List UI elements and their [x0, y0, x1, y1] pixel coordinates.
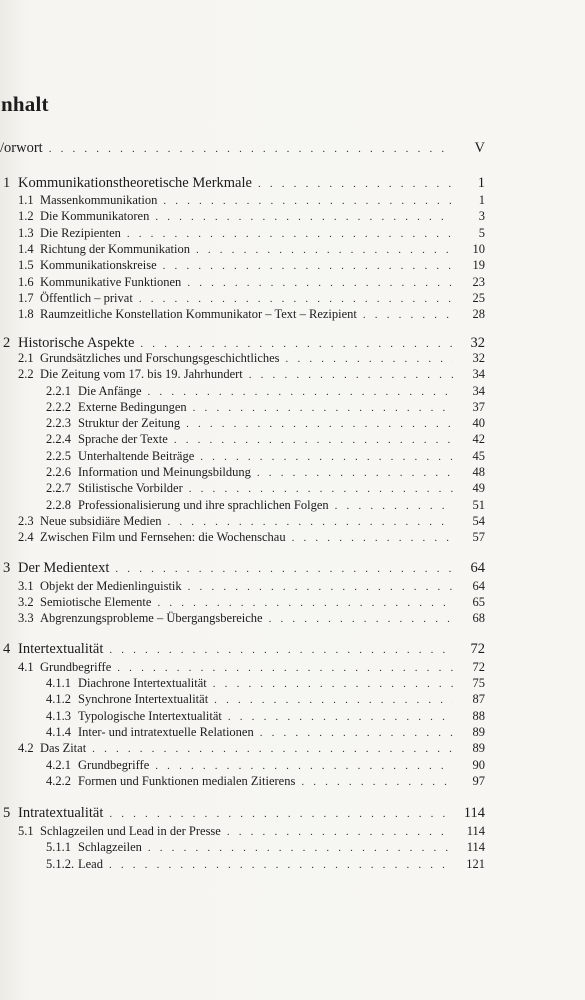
toc-entry-page: 19 — [472, 258, 485, 272]
toc-entry — [46, 432, 485, 447]
toc-entry — [18, 258, 485, 273]
toc-entry-number: 2.4 — [18, 530, 34, 544]
toc-entry-title: Unterhaltende Beiträge — [78, 449, 195, 463]
toc-entry-number: 4.2.1 — [46, 758, 71, 772]
dot-leader — [188, 581, 453, 593]
toc-entry-number: 2.2.3 — [46, 416, 71, 430]
dot-leader — [49, 143, 453, 155]
toc-entry-title: Kommunikationstheoretische Merkmale — [18, 175, 252, 191]
toc-entry-number: 5.1.1 — [46, 840, 71, 854]
toc-entry-title: Intertextualität — [18, 641, 104, 657]
toc-entry-title: Lead — [78, 857, 103, 871]
toc-entry-number: 2.2.1 — [46, 384, 71, 398]
toc-entry-number: 1.5 — [18, 258, 34, 272]
toc-entry-title: Die Kommunikatoren — [40, 209, 150, 223]
toc-entry-number: 2.2.6 — [46, 465, 71, 479]
toc-entry-page: 1 — [478, 193, 485, 207]
toc-entry-number: 2.2 — [18, 367, 34, 381]
toc-entry — [46, 725, 485, 740]
toc-entry-number: 1.2 — [18, 209, 34, 223]
toc-entry-page: 65 — [472, 595, 485, 609]
toc-entry — [18, 275, 485, 290]
toc-entry-page: 45 — [472, 449, 485, 463]
dot-leader — [189, 483, 453, 495]
toc-entry-page: 97 — [472, 774, 485, 788]
dot-leader — [174, 434, 453, 446]
toc-entry-title: Professionalisierung und ihre sprachlichen Folgen — [78, 498, 329, 512]
toc-entry-number: 2 — [3, 335, 11, 351]
toc-entry-number: 4.2 — [18, 741, 34, 755]
toc-entry-number: 3.1 — [18, 579, 34, 593]
toc-entry — [46, 692, 485, 707]
dot-leader — [193, 402, 453, 414]
toc-entry-page: 72 — [470, 641, 485, 657]
toc-entry-number: 4.1.1 — [46, 676, 71, 690]
toc-entry-title: Grundbegriffe — [40, 660, 112, 674]
toc-entry — [18, 351, 485, 366]
toc-entry — [46, 449, 485, 464]
toc-entry-page: 10 — [472, 242, 485, 256]
toc-entry-number: 4.1 — [18, 660, 34, 674]
toc-entry — [0, 140, 485, 157]
toc-entry-title: Öffentlich – privat — [40, 291, 133, 305]
dot-leader — [92, 743, 453, 755]
toc-entry — [18, 824, 485, 839]
toc-entry-title: Die Zeitung vom 17. bis 19. Jahrhundert — [40, 367, 243, 381]
toc-entry-number: 1.8 — [18, 307, 34, 321]
toc-entry — [18, 209, 485, 224]
toc-entry-title: Grundbegriffe — [78, 758, 150, 772]
dot-leader — [187, 277, 453, 289]
toc-entry — [18, 514, 485, 529]
toc-entry-title: Semiotische Elemente — [40, 595, 152, 609]
dot-leader — [260, 727, 453, 739]
toc-entry-page: 90 — [472, 758, 485, 772]
dot-leader — [363, 309, 453, 321]
toc-entry-number: 2.3 — [18, 514, 34, 528]
toc-entry-page: 57 — [472, 530, 485, 544]
toc-entry-title: Formen und Funktionen medialen Zitierens — [78, 774, 296, 788]
toc-entry-title: Sprache der Texte — [78, 432, 168, 446]
dot-leader — [157, 597, 453, 609]
toc-entry-page: 72 — [472, 660, 485, 674]
toc-entry-number: 4 — [3, 641, 11, 657]
toc-entry — [18, 530, 485, 545]
dot-leader — [155, 211, 453, 223]
toc-entry-title: Typologische Intertextualität — [78, 709, 222, 723]
dot-leader — [168, 516, 454, 528]
toc-entry-title: Raumzeitliche Konstellation Kommunikator – Text – Rezipient — [40, 307, 357, 321]
dot-leader — [139, 293, 453, 305]
toc-entry-page: 114 — [466, 824, 485, 838]
toc-entry-title: Massenkommunikation — [40, 193, 158, 207]
toc-entry-page: 42 — [472, 432, 485, 446]
toc-entry-number: 2.2.5 — [46, 449, 71, 463]
dot-leader — [140, 338, 453, 350]
toc-entry-number: 4.2.2 — [46, 774, 71, 788]
toc-entry-page: 89 — [472, 725, 485, 739]
toc-entry — [46, 774, 485, 789]
toc-entry-page: 89 — [472, 741, 485, 755]
toc-entry-page: 32 — [472, 351, 485, 365]
toc-entry-title: Das Zitat — [40, 741, 87, 755]
toc-entry-number: 1 — [3, 175, 11, 191]
toc-entry-title: Synchrone Intertextualität — [78, 692, 209, 706]
toc-entry-number: 3 — [3, 560, 11, 576]
toc-entry-page: 37 — [472, 400, 485, 414]
toc-entry-title: Information und Meinungsbildung — [78, 465, 251, 479]
toc-entry-page: 88 — [472, 709, 485, 723]
toc-entry-number: 1.7 — [18, 291, 34, 305]
toc-entry-page: 114 — [466, 840, 485, 854]
toc-entry-page: 1 — [477, 175, 485, 191]
toc-heading: nhalt — [1, 92, 49, 116]
toc-entry-title: Kommunikationskreise — [40, 258, 157, 272]
toc-entry-number: 1.1 — [18, 193, 34, 207]
toc-entry-title: Schlagzeilen und Lead in der Presse — [40, 824, 221, 838]
toc-entry-title: Schlagzeilen — [78, 840, 142, 854]
toc-entry-title: Abgrenzungsprobleme – Übergangsbereiche — [40, 611, 263, 625]
toc-entry — [46, 400, 485, 415]
dot-leader — [227, 826, 453, 838]
toc-entry-title: Objekt der Medienlinguistik — [40, 579, 182, 593]
toc-entry-number: 1.6 — [18, 275, 34, 289]
toc-entry — [46, 857, 485, 872]
toc-entry-page: 64 — [472, 579, 485, 593]
toc-entry-number: 2.2.7 — [46, 481, 71, 495]
dot-leader — [286, 353, 453, 365]
dot-leader — [249, 369, 453, 381]
toc-entry-title: Kommunikative Funktionen — [40, 275, 182, 289]
toc-entry — [18, 291, 485, 306]
toc-entry — [46, 481, 485, 496]
toc-entry-page: 34 — [472, 384, 485, 398]
toc-entry — [18, 741, 485, 756]
toc-entry-title: Externe Bedingungen — [78, 400, 187, 414]
dot-leader — [117, 662, 453, 674]
toc-entry-title: Die Anfänge — [78, 384, 142, 398]
toc-entry-title: Neue subsidiäre Medien — [40, 514, 162, 528]
toc-entry-number: 3.3 — [18, 611, 34, 625]
toc-entry — [18, 595, 485, 610]
dot-leader — [186, 418, 453, 430]
dot-leader — [127, 228, 453, 240]
toc-entry-page: 51 — [472, 498, 485, 512]
toc-entry-page: V — [474, 140, 485, 156]
toc-entry-title: Intratextualität — [18, 805, 104, 821]
toc-entry-page: 25 — [472, 291, 485, 305]
toc-entry — [3, 175, 485, 192]
dot-leader — [163, 195, 453, 207]
toc-entry — [46, 416, 485, 431]
toc-entry-title: Historische Aspekte — [18, 335, 135, 351]
toc-entry-number: 1.3 — [18, 226, 34, 240]
toc-entry-number: 2.1 — [18, 351, 34, 365]
toc-entry-page: 54 — [472, 514, 485, 528]
toc-entry-page: 23 — [472, 275, 485, 289]
dot-leader — [115, 563, 453, 575]
toc-entry — [18, 307, 485, 322]
dot-leader — [148, 842, 453, 854]
toc-entry — [46, 384, 485, 399]
dot-leader — [148, 386, 453, 398]
toc-entry-title: Stilistische Vorbilder — [78, 481, 183, 495]
toc-entry — [3, 805, 485, 822]
toc-entry — [3, 560, 485, 577]
toc-entry-number: 2.2.8 — [46, 498, 71, 512]
toc-entry — [46, 676, 485, 691]
toc-entry-page: 49 — [472, 481, 485, 495]
toc-entry-number: 4.1.4 — [46, 725, 71, 739]
toc-entry — [46, 465, 485, 480]
toc-entry-title: Der Medientext — [18, 560, 110, 576]
toc-entry-page: 114 — [463, 805, 485, 821]
toc-entry-title: Struktur der Zeitung — [78, 416, 181, 430]
dot-leader — [109, 644, 453, 656]
toc-entry — [18, 660, 485, 675]
toc-entry-number: 4.1.2 — [46, 692, 71, 706]
toc-entry — [18, 193, 485, 208]
toc-entry-title: Grundsätzliches und Forschungsgeschichtliches — [40, 351, 280, 365]
toc-entry-title: Inter- und intratextuelle Relationen — [78, 725, 254, 739]
toc-entry-number: 5 — [3, 805, 11, 821]
dot-leader — [228, 711, 453, 723]
dot-leader — [196, 244, 453, 256]
dot-leader — [163, 260, 453, 272]
dot-leader — [258, 178, 453, 190]
dot-leader — [109, 859, 453, 871]
toc-entry-page: 3 — [478, 209, 485, 223]
toc-entry — [18, 611, 485, 626]
toc-entry — [46, 709, 485, 724]
toc-entry-title: Diachrone Intertextualität — [78, 676, 207, 690]
toc-entry — [3, 641, 485, 658]
toc-entry-page: 34 — [472, 367, 485, 381]
dot-leader — [155, 760, 453, 772]
toc-entry-title: Richtung der Kommunikation — [40, 242, 190, 256]
dot-leader — [269, 613, 453, 625]
toc-entry-page: 68 — [472, 611, 485, 625]
toc-entry — [18, 242, 485, 257]
toc-entry-number: 5.1.2. — [46, 857, 75, 871]
toc-entry — [18, 367, 485, 382]
toc-entry-page: 48 — [472, 465, 485, 479]
dot-leader — [200, 451, 453, 463]
toc-entry-page: 75 — [472, 676, 485, 690]
dot-leader — [213, 678, 453, 690]
toc-entry — [18, 226, 485, 241]
toc-entry — [3, 335, 485, 352]
toc-entry-number: 2.2.4 — [46, 432, 71, 446]
toc-entry-page: 121 — [466, 857, 485, 871]
toc-entry — [46, 758, 485, 773]
toc-entry-page: 28 — [472, 307, 485, 321]
toc-entry-title: /orwort — [0, 140, 43, 156]
toc-entry-page: 32 — [470, 335, 485, 351]
toc-entry-number: 1.4 — [18, 242, 34, 256]
toc-entry-number: 3.2 — [18, 595, 34, 609]
toc-entry-number: 2.2.2 — [46, 400, 71, 414]
toc-entry — [18, 579, 485, 594]
toc-entry-page: 5 — [478, 226, 485, 240]
dot-leader — [109, 808, 453, 820]
toc-entry-page: 64 — [470, 560, 485, 576]
toc-entry — [46, 498, 485, 513]
toc-entry-title: Die Rezipienten — [40, 226, 121, 240]
toc-entry-page: 40 — [472, 416, 485, 430]
dot-leader — [335, 500, 453, 512]
toc-entry-number: 4.1.3 — [46, 709, 71, 723]
dot-leader — [292, 532, 453, 544]
toc-entry-title: Zwischen Film und Fernsehen: die Wochenschau — [40, 530, 286, 544]
toc-entry-page: 87 — [472, 692, 485, 706]
toc-entry — [46, 840, 485, 855]
dot-leader — [257, 467, 453, 479]
dot-leader — [214, 694, 453, 706]
dot-leader — [301, 776, 453, 788]
toc-entry-number: 5.1 — [18, 824, 34, 838]
